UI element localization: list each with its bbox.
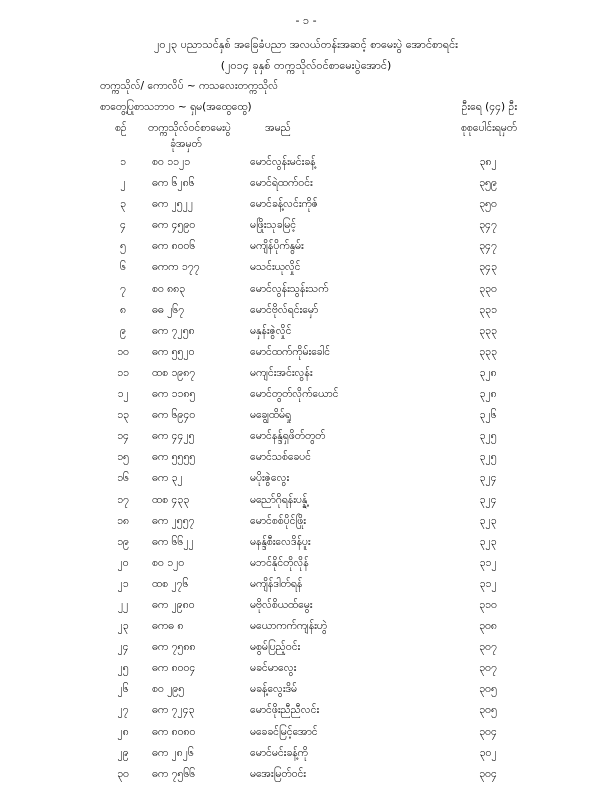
student-name: မောင်လွန်းမင်းခန့် (250, 156, 316, 168)
table-row (0, 259, 612, 280)
table-row (0, 154, 612, 175)
total-marks: ၃၈၂ (479, 156, 497, 168)
table-row (0, 386, 612, 407)
table-row (0, 618, 612, 639)
roll-number: ဓက ၄၄၂၅ (152, 430, 195, 443)
header-marks: စုစုပေါင်းရမှတ် (460, 122, 517, 134)
student-name: မစွမ်ပြည့်ဝင်း (250, 641, 301, 654)
header-name: အမည် (265, 122, 291, 134)
total-marks: ၃၄၇ (479, 240, 497, 253)
student-name: မခန့်လွေးဒိမ် (250, 683, 298, 696)
total-marks: ၃၄၃ (479, 261, 497, 274)
row-number: ၃၀ (117, 767, 129, 780)
student-name: မောင်လွန်းသွန်းသက် (250, 282, 329, 295)
total-marks: ၃၃၀ (479, 282, 497, 295)
student-name: မကျိန်ဒါတ်ရန် (250, 577, 303, 590)
total-marks: ၃၀၂ (479, 746, 497, 759)
roll-number: ဓက ၆၉၄၀ (152, 409, 196, 422)
total-marks: ၃၂၄ (479, 493, 497, 506)
total-marks: ၃၁၂ (479, 556, 497, 569)
table-row (0, 639, 612, 660)
row-number: ၂၂ (117, 598, 129, 611)
student-name: မောင်ခန့်လင်းကိုဇ် (250, 198, 319, 211)
total-marks: ၃၂၅ (479, 430, 497, 443)
row-number: ၆ (120, 261, 126, 274)
roll-number: ဓက ၇၅၆၆ (152, 767, 196, 780)
row-number: ၁၃ (117, 409, 129, 422)
row-number: ၁၂ (117, 388, 129, 401)
table-row (0, 470, 612, 491)
total-marks: ၃၂၅ (479, 451, 497, 464)
student-name: မဘင်နိုင်တိုလိုန် (250, 556, 309, 569)
roll-number: ထစ ၂၇၆ (152, 577, 189, 590)
roll-number: ဓက ၆၂၈၆ (152, 177, 195, 190)
table-row (0, 196, 612, 217)
roll-number: ဓက ၅၅၂၀ (152, 345, 195, 358)
table-row (0, 449, 612, 470)
row-number: ၂၁ (117, 577, 129, 590)
student-name: မောင်သစ်ခေပင် (250, 451, 311, 464)
student-name: မဗိုလ်စိယထ်မွေး (250, 598, 313, 611)
table-row (0, 407, 612, 428)
table-row (0, 766, 612, 787)
roll-number: စဝ ၂၉၅ (152, 683, 185, 696)
total-marks: ၃၀၇ (479, 641, 497, 654)
header-roll: တက္ကသိုလ်ဝင်စာမေးပွဲ (148, 122, 231, 134)
total-marks: ၃၄၇ (479, 219, 497, 232)
student-name: မောင်ဗိုလ်ရင်းမှော် (250, 303, 319, 316)
student-name: မနန္ဒ်စီးလေဒိန်ပူး (250, 535, 311, 548)
total-marks: ၃၅၉ (479, 177, 497, 190)
student-name: မောင်ထက်ကိုမ်းခေါင် (250, 345, 331, 358)
table-row (0, 555, 612, 576)
total-count: ဦးရေ (၄၄) ဦး (461, 101, 517, 113)
student-name: မောင်တွတ်လိုက်ယောင် (250, 388, 339, 401)
exam-centre-label: စာတွေ့ပြုစာသဘာဝ ~ ရှမ(အထွေထွေ) (100, 101, 252, 113)
student-name: မောင်နန္ဒ်ရှဖိတ်တွတ် (250, 430, 326, 443)
roll-number: ဓက ၂၉၈၀ (152, 598, 195, 611)
roll-number: ဓဓ ၂၆၇ (152, 303, 185, 316)
total-marks: ၃၀၈ (479, 620, 497, 633)
region-label: တက္ကသိုလ်/ ကောလိပ် ~ ကသလေးတက္ကသိုလ် (100, 80, 279, 92)
row-number: ၂ (120, 177, 126, 190)
total-marks: ၃၃၃ (479, 324, 497, 337)
table-row (0, 597, 612, 618)
row-number: ၂၅ (117, 662, 129, 675)
table-row (0, 681, 612, 702)
roll-number: ဓက ၂၅၂၂ (152, 198, 193, 211)
roll-number: ဓက ၂၅၅၇ (152, 514, 195, 527)
student-name: မယောကက်ကျန်းဟွဲ (250, 620, 328, 633)
roll-number: ထစ ၁၉၈၇ (152, 366, 196, 379)
roll-number: ဓကက ၁၇၇ (152, 261, 200, 274)
roll-number: စဝ ၁၂၀ (152, 556, 185, 569)
row-number: ၁၇ (117, 493, 129, 506)
roll-number: ဓက ၈၀၀၆ (152, 240, 196, 253)
total-marks: ၃၂၃ (479, 535, 497, 548)
total-marks: ၃၃၃ (479, 345, 497, 358)
table-row (0, 724, 612, 745)
row-number: ၂၄ (117, 641, 129, 654)
total-marks: ၃၀၅ (479, 683, 497, 696)
row-number: ၂၀ (117, 556, 129, 569)
document-title: ၂၀၂၃ ပညာသင်နှစ် အခြေခံပညာ အလယ်တန်းအဆင့် စာမေးပွဲ အောင်စာရင်း (154, 38, 458, 51)
header-roll-sub: ခုံအမှတ် (170, 138, 202, 150)
row-number: ၃ (120, 198, 126, 211)
table-row (0, 302, 612, 323)
total-marks: ၃၂၃ (479, 514, 497, 527)
row-number: ၂၃ (117, 620, 129, 633)
roll-number: ဓက ၁၁၈၅ (152, 388, 196, 401)
row-number: ၂၈ (117, 725, 129, 738)
header-no: စဉ် (115, 122, 127, 134)
total-marks: ၃၀၅ (479, 704, 497, 717)
row-number: ၄ (120, 219, 126, 232)
row-number: ၁ (120, 156, 126, 168)
student-name: မချွေထိမ်ရှု (250, 409, 292, 422)
roll-number: ဓက ၇၅၈၈ (152, 641, 196, 654)
row-number: ၁၁ (117, 366, 129, 379)
roll-number: ဓက ၈၀၈၀ (152, 725, 196, 738)
student-name: မကျင်းအင်းလွန်း (250, 366, 313, 379)
table-row (0, 745, 612, 766)
table-row (0, 323, 612, 344)
row-number: ၈ (120, 303, 126, 316)
table-row (0, 281, 612, 302)
roll-number: စဝ ၁၁၂၁ (152, 156, 191, 168)
student-name: မခင်မာလွေး (250, 662, 297, 675)
row-number: ၅ (120, 240, 126, 253)
roll-number: ထစ ၄၃၃ (152, 493, 190, 506)
table-row (0, 576, 612, 597)
row-number: ၁၆ (117, 472, 129, 485)
student-name: မပိုးဇွဲလွေး (250, 472, 290, 485)
row-number: ၂၇ (117, 704, 129, 717)
results-table (0, 154, 612, 787)
total-marks: ၃၁၀ (479, 598, 497, 611)
total-marks: ၃၂၈ (479, 388, 497, 401)
row-number: ၁၄ (117, 430, 129, 443)
student-name: မသင်းယုလှိုင် (250, 261, 301, 274)
table-row (0, 344, 612, 365)
table-row (0, 428, 612, 449)
total-marks: ၃၀၇ (479, 662, 497, 675)
student-name: မကျိန်ပိုက်နွမ်း (250, 240, 304, 253)
student-name: မောင်စစ်ပိုင်ဖြိုး (250, 514, 306, 527)
table-row (0, 702, 612, 723)
row-number: ၁၉ (117, 535, 129, 548)
table-row (0, 217, 612, 238)
row-number: ၂၉ (117, 746, 129, 759)
page-number: - ၁ - (295, 14, 317, 27)
roll-number: ဓက ၅၅၅၅ (152, 451, 196, 464)
row-number: ၇ (120, 282, 126, 295)
roll-number: ဓကဓ ၈ (152, 620, 184, 633)
row-number: ၁၅ (117, 451, 129, 464)
student-name: မောင်ရဲထက်ဝင်း (250, 177, 313, 190)
roll-number: ဓက ၇၂၅၈ (152, 324, 195, 337)
total-marks: ၃၂၈ (479, 366, 497, 379)
student-name: မနှန်းဇွဲလှိုင် (250, 324, 292, 337)
table-row (0, 238, 612, 259)
document-subtitle: (၂၀၁၄ ခုနှစ် တက္ကသိုလ်ဝင်စာမေးပွဲအောင်) (220, 59, 392, 72)
row-number: ၂၆ (117, 683, 129, 696)
total-marks: ၃၃၁ (479, 303, 497, 316)
roll-number: ဓက ၂၈၂၆ (152, 746, 194, 759)
table-row (0, 365, 612, 386)
roll-number: ဓက ၃၂ (152, 472, 183, 485)
total-marks: ၃၅၀ (479, 198, 497, 211)
table-row (0, 513, 612, 534)
total-marks: ၃၀၄ (479, 767, 497, 780)
row-number: ၉ (120, 324, 126, 337)
table-row (0, 175, 612, 196)
roll-number: ဓက ၈၀၀၄ (152, 662, 196, 675)
table-row (0, 492, 612, 513)
roll-number: ဓက ၆၆၂၂ (152, 535, 194, 548)
student-name: မညော်ဂိုရန်းပန္န့် (250, 493, 308, 506)
total-marks: ၃၁၂ (479, 577, 497, 590)
total-marks: ၃၀၄ (479, 725, 497, 738)
table-row (0, 660, 612, 681)
row-number: ၁၈ (117, 514, 129, 527)
total-marks: ၃၂၆ (479, 409, 497, 422)
student-name: မောင်ဖိုးညီညီလင်း (250, 704, 320, 717)
roll-number: ဓက ၄၅၉၀ (152, 219, 196, 232)
row-number: ၁၀ (117, 345, 129, 358)
total-marks: ၃၂၄ (479, 472, 497, 485)
student-name: မခေခင်မြင့်အောင် (250, 725, 318, 738)
student-name: မောင်မင်းခန့်ကို (250, 746, 308, 759)
student-name: မဖြိုးသုခမြင့် (250, 219, 297, 232)
roll-number: စဝ ၈၈၃ (152, 282, 186, 295)
roll-number: ဓက ၇၂၄၃ (152, 704, 195, 717)
table-row (0, 534, 612, 555)
student-name: မအေးမြတ်ဝင်း (250, 767, 306, 780)
